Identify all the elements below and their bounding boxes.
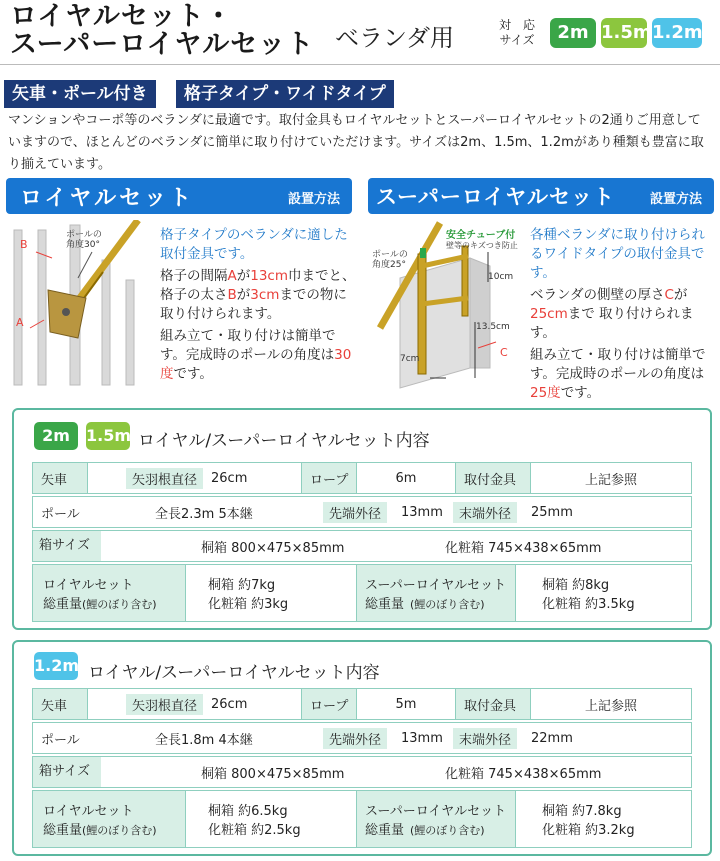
panel1-pole-label: ポール — [41, 506, 80, 522]
panel1-royal-w2: 総重量 — [43, 597, 83, 612]
super-p2-25deg: 25度 — [530, 385, 561, 401]
panel1-box-kesho: 化粧箱 745×438×65mm — [445, 540, 602, 556]
panel1-rope-value: 6m — [356, 462, 456, 494]
panel2-super-kiri: 桐箱 約7.8kg — [542, 804, 622, 819]
panel2-super-w1: スーパーロイヤルセット — [365, 804, 507, 819]
panel1-badge-2m: 2m — [34, 422, 78, 450]
royal-p2-c: です。 — [173, 366, 213, 382]
panel2-royal-kiri: 桐箱 約6.5kg — [208, 804, 288, 819]
panel2-royal-w3: (鯉のぼり含む) — [82, 824, 157, 837]
panel1-hane-cell — [87, 462, 302, 494]
panel2-mattan-label: 末端外径 — [453, 728, 517, 749]
panel2-box-kiri: 桐箱 800×475×85mm — [201, 766, 345, 782]
panel2-super-w2: 総重量 — [365, 823, 405, 838]
super-fig-tube-sub: 壁等のキズつき防止 — [446, 241, 518, 250]
royal-para1 — [160, 267, 356, 324]
panel2-rope-value: 5m — [356, 688, 456, 720]
super-section-header — [368, 178, 714, 214]
header-divider — [0, 64, 720, 65]
panel1-pole-row — [32, 496, 692, 528]
panel2-royal-w2-row — [43, 819, 157, 838]
panel2-box-kesho: 化粧箱 745×438×65mm — [445, 766, 602, 782]
royal-p1-d: 巾までと、格子の太さ — [160, 268, 356, 303]
panel1-super-kesho: 化粧箱 約3.5kg — [542, 597, 635, 612]
royal-method: 設置方法 — [287, 192, 340, 207]
panel1-box-label: 箱サイズ — [33, 531, 101, 561]
panel1-kanagu-label: 取付金具 — [455, 462, 531, 494]
panel2-rope-label: ロープ — [301, 688, 357, 720]
panel1-sentan-label: 先端外径 — [323, 502, 387, 523]
super-p1-d: まで 取り付けられます。 — [530, 306, 694, 341]
super-p2-c: です。 — [560, 385, 601, 401]
panel2-box-label: 箱サイズ — [33, 757, 101, 787]
title-line-2: スーパーロイヤルセット — [10, 29, 315, 60]
sizes-label — [497, 18, 537, 48]
panel2-pole-value: 全長1.8m 4本継 — [155, 732, 253, 748]
panel2-title: ロイヤル/スーパーロイヤルセット内容 — [88, 663, 380, 683]
panel1-royal-weight-label — [32, 564, 186, 622]
panel1-mattan-value: 25mm — [531, 504, 573, 520]
royal-p1-13cm: 13cm — [250, 268, 289, 284]
panel2-yaguruma-label: 矢車 — [32, 688, 88, 720]
panel2-hane-value: 26cm — [211, 696, 248, 712]
royal-p1-b: が — [236, 268, 251, 284]
tag-yaguruma-pole: 矢車・ポール付き — [4, 80, 156, 108]
royal-p1-B: B — [227, 287, 237, 303]
super-fig-angle-label: ポールの 角度25° — [372, 250, 408, 270]
super-p2-a: 組み立て・取り付けは簡単です。完成時のポールの角度は — [530, 347, 706, 382]
panel2-badge-1.2m: 1.2m — [34, 652, 78, 680]
panel2-pole-label: ポール — [41, 732, 80, 748]
panel1-pole-value: 全長2.3m 5本継 — [155, 506, 253, 522]
royal-title: ロイヤルセット — [20, 186, 195, 211]
super-description — [530, 226, 714, 403]
panel2-kanagu-value: 上記参照 — [530, 688, 692, 720]
royal-p1-e: が — [236, 287, 251, 303]
panel2-sentan-label: 先端外径 — [323, 728, 387, 749]
panel1-hane-label: 矢羽根直径 — [126, 468, 203, 489]
royal-section-header — [6, 178, 352, 214]
royal-fig-angle-label: ポールの 角度30° — [66, 230, 102, 250]
panel1-super-w1: スーパーロイヤルセット — [365, 578, 507, 593]
super-title: スーパーロイヤルセット — [376, 185, 616, 209]
panel1-box-row — [32, 530, 692, 562]
panel1-super-kiri: 桐箱 約8kg — [542, 578, 610, 593]
super-fig-c-label: C — [500, 346, 508, 359]
royal-description — [160, 226, 356, 384]
panel1-hane-value: 26cm — [211, 470, 248, 486]
panel1-super-w2: 総重量 — [365, 597, 405, 612]
super-fig-13.5cm: 13.5cm — [476, 322, 510, 332]
panel1-rope-label: ロープ — [301, 462, 357, 494]
royal-p1-A: A — [227, 268, 237, 284]
panel2-hane-cell — [87, 688, 302, 720]
spec-panel-2m-1.5m — [12, 408, 712, 630]
super-para1 — [530, 286, 714, 343]
panel2-pole-row — [32, 722, 692, 754]
royal-para2 — [160, 327, 356, 384]
super-p1-C: C — [664, 287, 674, 303]
panel1-super-weight-values — [515, 564, 692, 622]
panel1-royal-w2-row — [43, 593, 157, 612]
panel2-super-kesho: 化粧箱 約3.2kg — [542, 823, 635, 838]
panel2-super-w3: (鯉のぼり含む) — [410, 824, 485, 837]
sizes-label-line2: サイズ — [499, 33, 535, 47]
panel1-badge-1.5m: 1.5m — [86, 422, 130, 450]
panel1-royal-kiri: 桐箱 約7kg — [208, 578, 276, 593]
super-fig-7cm: 7cm — [400, 354, 420, 364]
panel1-royal-weight-values — [185, 564, 357, 622]
panel2-royal-weight-label — [32, 790, 186, 848]
panel2-royal-w2: 総重量 — [43, 823, 83, 838]
panel2-hane-label: 矢羽根直径 — [126, 694, 203, 715]
intro-text: マンションやコーポ等のベランダに最適です。取付金具もロイヤルセットとスーパーロイヤルセットの2通りご用意していますので、ほとんどのベランダに簡単に取り付けていただけます。サイズは2m、1.5m、1.2mがあり種類も豊富に取り揃えています。 — [8, 113, 704, 172]
royal-p2-30deg: 30度 — [160, 347, 352, 382]
panel2-kanagu-label: 取付金具 — [455, 688, 531, 720]
royal-p1-3cm: 3cm — [250, 287, 280, 303]
super-fig-10cm: 10cm — [488, 272, 514, 282]
panel2-box-row — [32, 756, 692, 788]
panel2-super-weight-values — [515, 790, 692, 848]
panel2-mattan-value: 22mm — [531, 730, 573, 746]
royal-fig-a-label: A — [16, 316, 24, 329]
tag-koshi-wide: 格子タイプ・ワイドタイプ — [176, 80, 394, 108]
super-p1-b: が — [673, 287, 688, 303]
super-p1-25cm: 25cm — [530, 306, 568, 322]
panel2-super-w2-row — [365, 819, 485, 838]
panel1-royal-kesho: 化粧箱 約3kg — [208, 597, 289, 612]
royal-p1-a: 格子の間隔 — [160, 268, 228, 284]
super-fig-tube-label: 安全チューブ付 — [446, 230, 516, 241]
super-p1-a: ベランダの側壁の厚さ — [530, 287, 665, 303]
panel2-royal-weight-values — [185, 790, 357, 848]
panel1-super-w3: (鯉のぼり含む) — [410, 598, 485, 611]
panel1-box-kiri: 桐箱 800×475×85mm — [201, 540, 345, 556]
royal-fig-b-label: B — [20, 238, 28, 251]
size-1.2m-badge: 1.2m — [652, 18, 702, 48]
royal-p1-g: までの物に取り付けられます。 — [160, 287, 347, 322]
panel1-kanagu-value: 上記参照 — [530, 462, 692, 494]
panel1-mattan-label: 末端外径 — [453, 502, 517, 523]
panel2-super-weight-label — [356, 790, 516, 848]
panel1-royal-w1: ロイヤルセット — [43, 578, 134, 593]
panel1-title: ロイヤル/スーパーロイヤルセット内容 — [138, 431, 430, 451]
super-lead: 各種ベランダに取り付けられるワイドタイプの取付金具です。 — [530, 227, 705, 281]
panel1-yaguruma-label: 矢車 — [32, 462, 88, 494]
panel2-royal-w1: ロイヤルセット — [43, 804, 134, 819]
spec-panel-1.2m — [12, 640, 712, 856]
panel1-super-w2-row — [365, 593, 485, 612]
panel1-super-weight-label — [356, 564, 516, 622]
royal-lead: 格子タイプのベランダに適した取付金具です。 — [160, 227, 348, 262]
size-1.5m-badge: 1.5m — [601, 18, 647, 48]
panel2-royal-kesho: 化粧箱 約2.5kg — [208, 823, 301, 838]
royal-p2-a: 組み立て・取り付けは簡単です。完成時のポールの角度は — [160, 328, 336, 363]
panel1-sentan-value: 13mm — [401, 504, 443, 520]
super-para2 — [530, 346, 714, 403]
panel1-royal-w3: (鯉のぼり含む) — [82, 598, 157, 611]
veranda-label: ベランダ用 — [335, 24, 455, 52]
sizes-label-line1: 対 応 — [498, 18, 535, 32]
size-2m-badge: 2m — [550, 18, 596, 48]
panel2-sentan-value: 13mm — [401, 730, 443, 746]
super-method: 設置方法 — [649, 192, 702, 207]
title-line-1: ロイヤルセット・ — [10, 1, 233, 32]
